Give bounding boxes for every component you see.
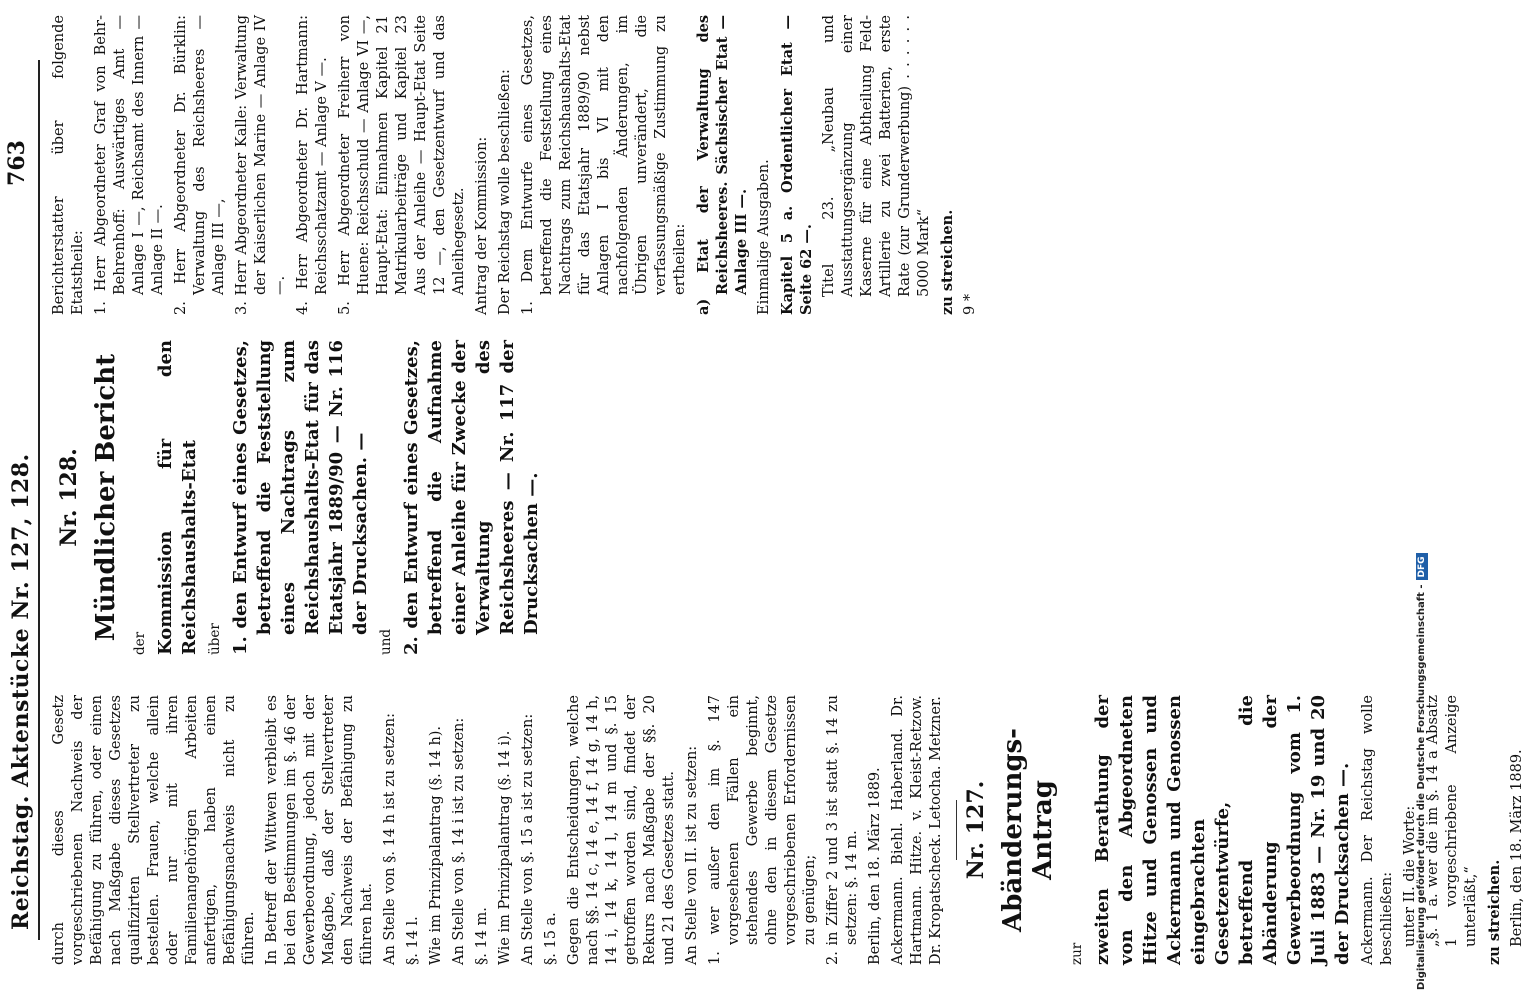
stamp-text	[1416, 553, 1428, 990]
paragraph: Titel 23. „Neubau und Ausstattungsergänzung einer Kaserne für eine Abtheilung Feld-Artillerie zu zwei Batterien, erste Rate (zur Grunderwerbung) . . . . . . 5000 Mark“	[821, 15, 932, 297]
paragraph: Ackermann. Der Reichstag wolle beschließen:	[1360, 695, 1395, 965]
header-rule	[38, 60, 40, 940]
header-title: Reichstag. Aktenstücke Nr. 127, 128.	[8, 453, 34, 930]
list-item: 2. in Ziffer 2 und 3 ist statt §. 14 zu setzen: §. 14 m.	[825, 695, 860, 965]
page-number: 763	[4, 140, 30, 186]
section-number: §. 15 a.	[543, 912, 559, 965]
paragraph: „§. 1 a. wer die im §. 14 a Absatz 1 vorgeschriebene Anzeige unterläßt,“	[1425, 695, 1479, 947]
signature-mark: 9 *	[962, 293, 978, 315]
date-line: Berlin, den 18. März 1889.	[867, 767, 883, 965]
section-number: §. 14 m.	[474, 907, 490, 965]
list-item: 4. Herr Abgeordneter Dr. Hartmann: Reichsschatzamt — Anlage V —.	[295, 15, 330, 315]
paragraph: durch dieses Gesetz vorgeschriebenen Nachweis der Befähigung zu führen, oder einen nach Maßgabe dieses Gesetzes qualifizirten Stellvertreter zu bestellen. Frauen, welche allein oder nur mit ihren Familienangehörigen Arbeiten anfertigen, haben einen Befähigungsnachweis nicht zu führen.	[51, 695, 257, 965]
list-item: 1. den Entwurf eines Gesetzes, betreffend die Feststellung eines Nachtrags zum Reichshaushalts-Etat für das Etatsjahr 1889/90 — Nr. 116 der Drucksachen. —	[230, 340, 371, 655]
document-number: Nr. 128.	[56, 448, 82, 547]
paragraph: über	[207, 623, 223, 655]
paragraph: Wie im Prinzipalantrag (§. 14 i).	[497, 730, 513, 965]
date-line: Berlin, den 18. März 1889.	[1509, 749, 1525, 947]
column-middle	[50, 340, 548, 655]
list-item: 2. den Entwurf eines Gesetzes, betreffend die Aufnahme einer Anleihe für Zwecke der Verwaltung des Reichsheeres — Nr. 117 der Drucksachen —.	[401, 340, 542, 655]
paragraph: unter II. die Worte:	[1402, 805, 1418, 947]
paragraph: und	[378, 628, 394, 655]
list-item: 3. Herr Abgeordneter Kalle: Verwaltung der Kaiserlichen Marine — Anlage IV —.	[234, 15, 288, 315]
section-number: §. 14 l.	[405, 916, 421, 965]
digitization-stamp	[1402, 0, 1432, 1000]
paragraph: Der Reichstag wolle beschließen:	[497, 69, 513, 315]
paragraph: Gegen die Entscheidungen, welche nach §§. 14 c, 14 e, 14 f, 14 g, 14 h, 14 i, 14 k, 14 l, 14 m und §. 15 getroffen worden sind, findet der Rekurs nach Maßgabe der §§. 20 und 21 des Gesetzes statt.	[566, 695, 677, 965]
page-header	[0, 0, 40, 1000]
list-item: 2. Herr Abgeordneter Dr. Bürklin: Verwaltung des Reichsheeres — Anlage III —,	[173, 15, 227, 315]
paragraph: Kapitel 5 a. Ordentlicher Etat — Seite 62 —.	[779, 15, 815, 315]
paragraph: Berichterstatter über folgende Etatstheile:	[51, 15, 86, 315]
divider	[956, 800, 957, 860]
column-left	[50, 695, 1531, 965]
paragraph: Einmalige Ausgaben.	[756, 159, 772, 315]
signatories: Ackermann. Biehl. Haberland. Dr. Hartmann. Hitze. v. Kleist-Retzow. Dr. Kropatscheck. Letocha. Metzner.	[890, 695, 944, 965]
subtitle: Kommission für den Reichshaushalts-Etat	[155, 340, 200, 655]
dfg-logo: DFG	[1416, 553, 1428, 580]
paragraph: An Stelle von §. 14 i ist zu setzen:	[451, 717, 467, 965]
document-number: Nr. 127.	[963, 780, 989, 880]
paragraph: zu streichen.	[939, 209, 956, 315]
column-right	[50, 15, 984, 315]
paragraph: der	[132, 631, 148, 655]
paragraph: An Stelle von §. 15 a ist zu setzen:	[520, 713, 536, 965]
document-title: Abänderungs-Antrag	[998, 728, 1058, 932]
paragraph: An Stelle von II. ist zu setzen:	[684, 745, 700, 965]
paragraph: Antrag der Kommission:	[474, 136, 490, 315]
paragraph: zu streichen.	[1486, 859, 1503, 965]
list-item: 1. wer außer den im §. 147 vorgesehenen Fällen ein stehendes Gewerbe beginnt, ohne den in diesem Gesetze vorgeschriebenen Erfordernissen zu genügen;	[707, 695, 818, 965]
list-item: a) Etat der Verwaltung des Reichsheeres. Sächsischer Etat — Anlage III —.	[695, 15, 750, 315]
stamp-label: Digitalisierung gefördert durch die Deutsche Forschungsgemeinschaft -	[1416, 584, 1427, 990]
subtitle: zweiten Berathung der von den Abgeordneten Hitze und Genossen und Ackermann und Genossen eingebrachten Gesetzentwürfe, betreffend die Abänderung der Gewerbeordnung vom 1. Juli 1883 — Nr. 19 und 20 der Drucksachen —.	[1092, 695, 1353, 965]
list-item: 1. Dem Entwurfe eines Gesetzes, betreffend die Feststellung eines Nachtrags zum Reichshaushalts-Etat für das Etatsjahr 1889/90 nebst Anlagen I bis VI mit den nachfolgenden Änderungen, im Übrigen unverändert, die verfassungsmäßige Zustimmung zu ertheilen:	[520, 15, 688, 315]
paragraph: In Betreff der Wittwen verbleibt es bei den Bestimmungen im §. 46 der Gewerbeordnung, jedoch mit der Maßgabe, daß der Stellvertreter den Nachweis der Befähigung zu führen hat.	[264, 695, 375, 965]
paragraph: An Stelle von §. 14 h ist zu setzen:	[382, 713, 398, 965]
document-title: Mündlicher Bericht	[91, 353, 121, 642]
list-item: 5. Herr Abgeordneter Freiherr von Huene: Reichsschuld — Anlage VI —, Haupt-Etat: Einnahmen Kapitel 21 Matrikularbeiträge und Kapitel 23 Aus der Anleihe — Haupt-Etat Seite 12 —, den Gesetzentwurf und das Anleihegesetz.	[337, 15, 467, 315]
paragraph: zur	[1069, 942, 1085, 965]
list-item: 1. Herr Abgeordneter Graf von Behr-Behrenhoff: Auswärtiges Amt — Anlage I —, Reichsamt des Innern — Anlage II —.	[93, 15, 166, 315]
paragraph: Wie im Prinzipalantrag (§. 14 h).	[428, 725, 444, 965]
